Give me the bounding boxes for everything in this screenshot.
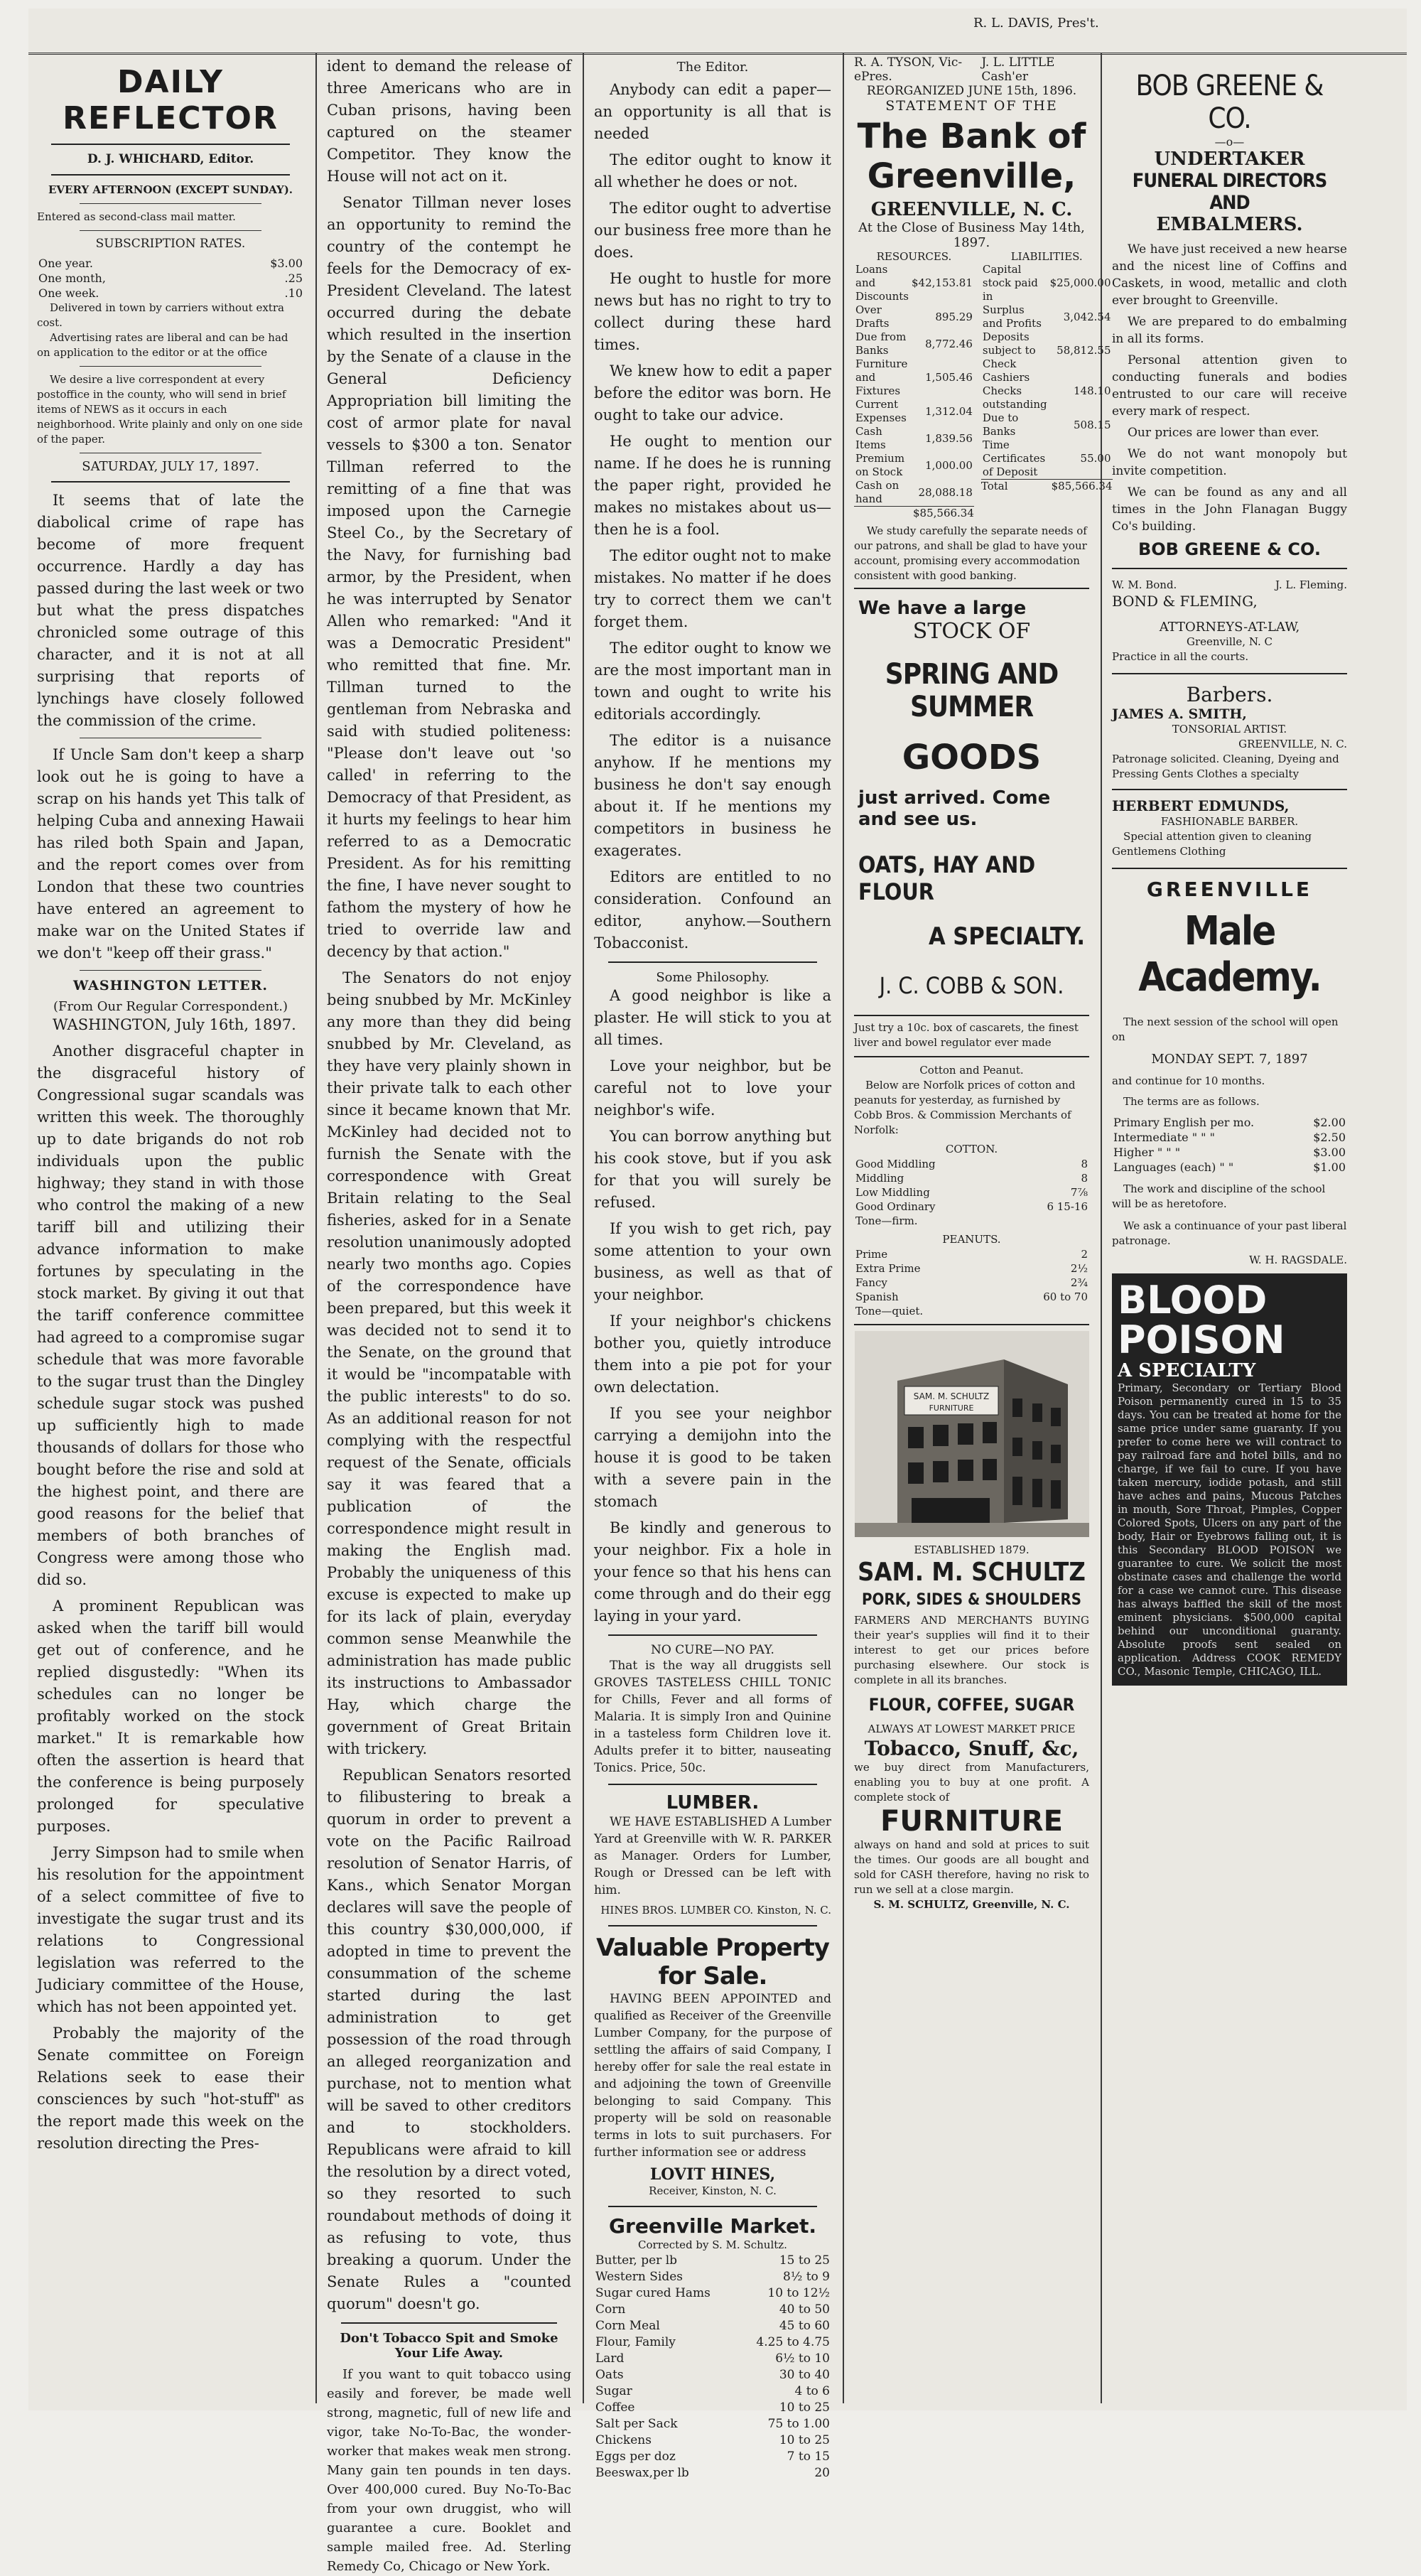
academy-terms: The terms are as follows. xyxy=(1123,1095,1260,1108)
resource-row: Loans and Discounts $42,153.81 xyxy=(855,263,973,303)
bank-city: GREENVILLE, N. C. xyxy=(870,199,1073,220)
schultz-established: ESTABLISHED 1879. xyxy=(914,1543,1030,1556)
bank-close-date: At the Close of Business May 14th, 1897. xyxy=(858,220,1085,250)
edmunds-name: HERBERT EDMUNDS, xyxy=(1112,797,1290,814)
cobb-ad xyxy=(854,593,1089,1011)
market-row: Lard 6½ to 10 xyxy=(595,2351,830,2366)
schultz-body: FARMERS AND MERCHANTS BUYING their year's supplies will find it to their interest to get our prices before purchasing elsewhere. Our stock is complete in all its branches. xyxy=(854,1614,1089,1686)
greene-signature: BOB GREENE & CO. xyxy=(1138,539,1322,559)
market-row: Sugar cured Hams 10 to 12½ xyxy=(595,2286,830,2300)
market-row: Coffee 10 to 25 xyxy=(595,2400,830,2415)
editor-paragraph: Anybody can edit a paper—an opportunity is all that is needed xyxy=(594,81,831,142)
cobb-line: SPRING AND SUMMER xyxy=(885,658,1059,723)
cotton-row: Good Middling 8 xyxy=(855,1158,1088,1170)
editor-paragraph: Editors are entitled to no consideration. Confound an editor, anyhow.—Southern Tobacconist. xyxy=(594,868,831,952)
article-paragraph: Republican Senators resorted to filibustering to break a quorum in order to prevent a vote on the Pacific Railroad resolution of Senator Harris, of Kans., which Senator Morgan declares will save the people of this country $30,000,000, if adopted in time to prevent the consummation of the scheme started during the last administration to get possession of the road through an alleged reorganization and purchase, not to mention what will be saved to other creditors and to stockholders. Republicans were afraid to kill the resolution by a direct voted, so they resorted to such roundabout methods of doing it as refusing to vote, thus breaking a quorum. Under the Senate Rules a "counted quorum" doesn't go. xyxy=(327,1767,571,2312)
column-rule xyxy=(583,53,584,2403)
market-row: Chickens 10 to 25 xyxy=(595,2433,830,2447)
issue-date: SATURDAY, JULY 17, 1897. xyxy=(82,459,259,474)
article-paragraph: Probably the majority of the Senate committee on Foreign Relations seek to ease their consciences by such "hot-stuff" as the report made this week on the resolution directing the Pres- xyxy=(37,2025,304,2152)
bank-president: R. L. DAVIS, Pres't. xyxy=(973,16,1099,31)
edmunds-body: Special attention given to cleaning Gentlemens Clothing xyxy=(1112,830,1312,858)
greene-paragraph: We can be found as any and all times in the John Flanagan Buggy Co's building. xyxy=(1112,485,1347,534)
divider xyxy=(854,1056,1089,1057)
bank-name: The Bank of Greenville, xyxy=(857,117,1086,196)
cascarets-ad: Just try a 10c. box of cascarets, the finest liver and bowel regulator ever made xyxy=(854,1021,1079,1049)
peanut-row: Fancy 2¾ xyxy=(855,1276,1088,1289)
schultz-furniture: FURNITURE xyxy=(880,1805,1063,1838)
divider xyxy=(1112,568,1347,569)
liabilities-total-label: Total xyxy=(980,480,1008,492)
schultz-body-3: always on hand and sold at prices to suit the times. Our goods are all bought and sold for CASH therefore, having no risk to run we sell at a close margin. xyxy=(854,1838,1089,1896)
divider xyxy=(1112,673,1347,674)
column-rule xyxy=(315,53,317,2403)
divider xyxy=(51,144,290,145)
greene-paragraph: Personal attention given to conducting funerals and bodies entrusted to our care will receive every mark of respect. xyxy=(1112,353,1347,419)
divider xyxy=(51,174,290,176)
rate-row: One year. $3.00 xyxy=(38,257,303,270)
greene-paragraph: We have just received a new hearse and the nicest line of Coffins and Caskets, in wood, metallic and cloth ever brought to Greenville. xyxy=(1112,242,1347,308)
divider xyxy=(80,230,261,231)
market-sub: Corrected by S. M. Schultz. xyxy=(638,2238,787,2251)
building-sign-furniture: FURNITURE xyxy=(929,1403,973,1413)
column-3 xyxy=(585,55,840,2480)
academy-title: Male Academy. xyxy=(1138,908,1321,1001)
cotton-row: Tone—firm. xyxy=(855,1214,918,1227)
lumber-body: WE HAVE ESTABLISHED A Lumber Yard at Greenville with W. R. PARKER as Manager. Orders for Lumber, Rough or Dressed can be left with him. xyxy=(594,1815,831,1897)
lawyer-name: W. M. Bond. xyxy=(1112,578,1177,591)
academy-rates xyxy=(1112,1115,1347,1175)
philosophy-paragraph: If you wish to get rich, pay some attention to your own business, as well as that of your neighbor. xyxy=(594,1220,831,1303)
barbers-title: Barbers. xyxy=(1186,683,1273,706)
property-title: Valuable Property for Sale. xyxy=(596,1934,829,1990)
cobb-line: GOODS xyxy=(902,738,1042,777)
bank-ledger xyxy=(854,250,1113,519)
liabilities-total: $85,566.34 xyxy=(1051,480,1113,492)
advertising-note: Advertising rates are liberal and can be had on application to the editor or at the office xyxy=(37,331,288,359)
divider xyxy=(51,481,290,483)
article-paragraph: Another disgraceful chapter in the disgraceful history of Congressional sugar scandals was written this week. The thoroughly up to date brigands do not rob individuals upon the public highway; they stand in with those who control the making of a new tariff bill and utilizing their advance information to make fortunes by speculating in the stock market. By giving it out that the tariff conference committee had agreed to a compromise sugar schedule that was more favorable to the sugar trust than the Dingley schedule sugar stock was pushed up sufficiently high to made thousands of dollars for those who bought before the rise and sold at the highest point, and there are good reasons for the belief that members of both branches of Congress were among those who did so. xyxy=(37,1042,304,1588)
editor-line: D. J. WHICHARD, Editor. xyxy=(87,152,254,166)
property-body: HAVING BEEN APPOINTED and qualified as Receiver of the Greenville Lumber Company, for the purpose of settling the affairs of said Company, I hereby offer for sale the real estate in and adjoining the town of Greenville belonging to said Company. This property will be sold on reasonable terms in lots to suit purchasers. For further information see or address xyxy=(594,1992,831,2160)
washington-letter-title: WASHINGTON LETTER. xyxy=(72,978,269,993)
resource-row: Current Expenses 1,312.04 xyxy=(855,398,973,424)
resource-row: Furniture and Fixtures 1,505.46 xyxy=(855,357,973,397)
divider xyxy=(1112,789,1347,790)
academy-rate-row: Primary English per mo. $2.00 xyxy=(1113,1116,1346,1129)
edmunds-sub: FASHIONABLE BARBER. xyxy=(1160,815,1299,828)
bank-vice-president: R. A. TYSON, Vic-ePres. xyxy=(854,55,963,84)
resource-row: Due from Banks 8,772.46 xyxy=(855,330,973,357)
schultz-always: ALWAYS AT LOWEST MARKET PRICE xyxy=(868,1723,1076,1735)
divider xyxy=(608,1925,817,1926)
schultz-signature: S. M. SCHULTZ, Greenville, N. C. xyxy=(873,1898,1070,1911)
divider xyxy=(80,203,261,204)
building-sign-name: SAM. M. SCHULTZ xyxy=(913,1391,989,1401)
article-paragraph: ident to demand the release of three Americans who are in Cuban prisons, having been captured on the steamer Competitor. They know the House will not act on it. xyxy=(327,58,571,185)
no-cure-title: NO CURE—NO PAY. xyxy=(651,1643,774,1657)
market-row: Flour, Family 4.25 to 4.75 xyxy=(595,2335,830,2349)
article-paragraph: The Senators do not enjoy being snubbed by Mr. McKinley any more than they did being snubbed by Mr. Cleveland, as they have very plainly shown in their private talk to each other since it became known that Mr. McKinley had decided not to furnish the Senate with the correspondence with Great Britain relating to the Seal fisheries, asked for in a Senate resolution unanimously adopted nearly two months ago. Copies of the correspondence have been prepared, but this week it was decided not to send it to the Senate, on the ground that it would be "incompatable with the public interests" to do so. As an additional reason for not complying with the respectful request of the Senate, officials say it was feared that a publication of the correspondence might result in making the English mad. Probably the uniqueness of this excuse is expected to make up for its lack of plain, everyday common sense Meanwhile the administration has made public its instructions to Ambassador Hay, which charge the government of Great Britain with trickery. xyxy=(327,969,571,1757)
entered-line: Entered as second-class mail matter. xyxy=(37,210,236,223)
greene-paragraph: We do not want monopoly but invite competition. xyxy=(1112,447,1347,478)
bank-statement xyxy=(854,98,1113,583)
resource-row: Cash on hand 28,088.18 xyxy=(855,479,973,505)
greene-embalmers: EMBALMERS. xyxy=(1156,214,1303,235)
peanut-row: Spanish 60 to 70 xyxy=(855,1290,1088,1303)
editor-paragraph: He ought to hustle for more news but has no right to try to collect during these hard times. xyxy=(594,270,831,353)
market-row: Salt per Sack 75 to 1.00 xyxy=(595,2417,830,2431)
divider xyxy=(608,2206,817,2207)
poison-specialty: A SPECIALTY xyxy=(1118,1360,1256,1381)
peanut-row: Tone—quiet. xyxy=(855,1305,924,1317)
market-table xyxy=(594,2253,831,2481)
barber-city: GREENVILLE, N. C. xyxy=(1238,738,1347,750)
schultz-tobacco: Tobacco, Snuff, &c, xyxy=(864,1737,1079,1760)
article-paragraph: Jerry Simpson had to smile when his resolution for the appointment of a select committee of five to investigate the sugar trust and its relations to Congressional legislation was referred to the Judiciary committee of the House, which has not been appointed yet. xyxy=(37,1844,304,2015)
liability-row: Surplus and Profits 3,042.54 xyxy=(982,303,1111,330)
cobb-line: OATS, HAY AND FLOUR xyxy=(858,851,1036,905)
column-2 xyxy=(318,55,580,2574)
peanut-table xyxy=(854,1247,1089,1318)
academy-signature: W. H. RAGSDALE. xyxy=(1249,1254,1347,1266)
philosophy-paragraph: Be kindly and generous to your neighbor. Fix a hole in your fence so that his hens can come through and do their egg laying in your yard. xyxy=(594,1519,831,1624)
barber-sub: TONSORIAL ARTIST. xyxy=(1172,723,1287,735)
peanut-title: PEANUTS. xyxy=(942,1233,1001,1246)
masthead-title: DAILY REFLECTOR xyxy=(63,64,279,136)
resources-table xyxy=(854,263,974,506)
bank-statement-label: STATEMENT OF THE xyxy=(885,98,1058,114)
market-row: Butter, per lb 15 to 25 xyxy=(595,2253,830,2268)
lawyer-name: J. L. Fleming. xyxy=(1275,578,1347,591)
philosophy-paragraph: A good neighbor is like a plaster. He will stick to you at all times. xyxy=(594,987,831,1048)
cobb-line: J. C. COBB & SON. xyxy=(879,972,1064,999)
market-row: Corn 40 to 50 xyxy=(595,2302,830,2317)
schultz-flour-line: FLOUR, COFFEE, SUGAR xyxy=(868,1695,1075,1715)
bank-note: We study carefully the separate needs of our patrons, and shall be glad to have your account, promising every accommodation consistent with good banking. xyxy=(854,524,1087,582)
delivered-note: Delivered in town by carriers without extra cost. xyxy=(37,301,284,329)
academy-paragraph: The next session of the school will open on xyxy=(1112,1015,1339,1043)
academy-rate-row: Intermediate " " " $2.50 xyxy=(1113,1131,1346,1144)
greene-paragraph: Our prices are lower than ever. xyxy=(1128,426,1319,440)
editor-paragraph: The editor ought to know we are the most important man in town and ought to write his editorials accordingly. xyxy=(594,640,831,723)
cotton-row: Good Ordinary 6 15-16 xyxy=(855,1200,1088,1213)
academy-line: GREENVILLE xyxy=(1146,878,1313,901)
resource-row: Cash Items 1,839.56 xyxy=(855,425,973,451)
tobacco-ad-body: If you want to quit tobacco using easily and forever, be made well strong, magnetic, full of new life and vigor, take No-To-Bac, the wonder-worker that makes weak men strong. Many gain ten pounds in ten days. Over 400,000 cured. Buy No-To-Bac from your own druggist, who will guarantee a cure. Booklet and sample mailed free. Ad. Sterling Remedy Co, Chicago or New York. xyxy=(327,2367,571,2574)
liability-row: Capital stock paid in $25,000.00 xyxy=(982,263,1111,303)
subscription-title: SUBSCRIPTION RATES. xyxy=(95,237,246,251)
blood-poison-ad xyxy=(1112,1273,1347,1686)
subscription-rates xyxy=(37,256,304,301)
greene-paragraph: We are prepared to do embalming in all its forms. xyxy=(1112,315,1347,346)
newspaper-page xyxy=(28,9,1407,2574)
editor-piece-title: The Editor. xyxy=(676,60,749,75)
law-note: Practice in all the courts. xyxy=(1112,650,1249,663)
philosophy-paragraph: You can borrow anything but his cook stove, but if you ask for that you will surely be refused. xyxy=(594,1128,831,1211)
greene-undertaker: UNDERTAKER xyxy=(1154,149,1305,170)
editorial-paragraph: If Uncle Sam don't keep a sharp look out he is going to have a scrap on his hands yet This talk of helping Cuba and annexing Hawaii has riled both Spain and Japan, and the report comes over from London that these two countries have entered an agreement to make war on the United States if we don't "keep off their grass." xyxy=(37,746,304,961)
philosophy-title: Some Philosophy. xyxy=(656,970,769,985)
market-title: Greenville Market. xyxy=(609,2214,816,2238)
lumber-signature: HINES BROS. LUMBER CO. Kinston, N. C. xyxy=(600,1904,831,1917)
schultz-body-2: we buy direct from Manufacturers, enabling you to buy at one profit. A complete stock of xyxy=(854,1761,1089,1804)
greene-funeral: FUNERAL DIRECTORS AND xyxy=(1132,170,1327,214)
cobb-line: We have a large xyxy=(858,598,1027,619)
resources-title: RESOURCES. xyxy=(876,250,952,263)
philosophy-paragraph: If you see your neighbor carrying a demijohn into the house it is good to be taken with a severe pain in the stomach xyxy=(594,1405,831,1510)
peanut-row: Prime 2 xyxy=(855,1248,1088,1261)
divider xyxy=(608,1784,817,1785)
lumber-title: LUMBER. xyxy=(666,1792,760,1814)
divider xyxy=(608,961,817,963)
academy-rate-row: Languages (each) " " $1.00 xyxy=(1113,1160,1346,1174)
cotton-row: Middling 8 xyxy=(855,1172,1088,1185)
rate-row: One month, .25 xyxy=(38,271,303,285)
liability-row: Deposits subject to Check 58,812.55 xyxy=(982,330,1111,370)
philosophy-paragraph: Love your neighbor, but be careful not to love your neighbor's wife. xyxy=(594,1057,831,1119)
divider xyxy=(608,1634,817,1636)
property-signature: LOVIT HINES, xyxy=(649,2165,776,2184)
editor-paragraph: The editor is a nuisance anyhow. If he mentions my business he don't say enough about it. If he mentions my competitors in business he exagerates. xyxy=(594,732,831,859)
cotton-row: Low Middling 7⅞ xyxy=(855,1186,1088,1199)
bank-officers xyxy=(854,55,1089,84)
divider xyxy=(80,366,261,367)
liability-row: Cashiers Checks outstanding 148.10 xyxy=(982,371,1111,411)
no-cure-body: That is the way all druggists sell GROVES TASTELESS CHILL TONIC for Chills, Fever and all forms of Malaria. It is simply Iron and Quinine in a tasteless form Children love it. Adults prefer it to bitter, nauseating Tonics. Price, 50c. xyxy=(594,1659,831,1775)
market-report xyxy=(594,2214,831,2481)
reorganized-line: REORGANIZED JUNE 15th, 1896. xyxy=(866,84,1077,98)
issue-line: EVERY AFTERNOON (EXCEPT SUNDAY). xyxy=(48,183,293,196)
market-row: Corn Meal 45 to 60 xyxy=(595,2319,830,2333)
divider xyxy=(80,970,261,971)
divider xyxy=(854,1324,1089,1325)
cobb-line: just arrived. Come and see us. xyxy=(858,787,1051,830)
barber-body: Patronage solicited. Cleaning, Dyeing and Pressing Gents Clothes a specialty xyxy=(1112,753,1339,780)
market-row: Sugar 4 to 6 xyxy=(595,2384,830,2398)
liability-row: Time Certificates of Deposit 55.00 xyxy=(982,438,1111,478)
law-firm: BOND & FLEMING, xyxy=(1112,593,1258,610)
liabilities-title: LIABILITIES. xyxy=(1010,250,1083,263)
resource-row: Premium on Stock 1,000.00 xyxy=(855,452,973,478)
academy-paragraph: We ask a continuance of your past liberal patronage. xyxy=(1112,1219,1347,1247)
cotton-peanut-title: Cotton and Peanut. xyxy=(919,1064,1024,1077)
schultz-building-illustration xyxy=(855,1331,1089,1537)
philosophy-paragraph: If your neighbor's chickens bother you, quietly introduce them into a pie pot for your own delectation. xyxy=(594,1313,831,1396)
editorial-paragraph: It seems that of late the diabolical crime of rape has become of more frequent occurrence. Hardly a day has passed during the last week or two but what the press dispatches chronicled some outrage of this character, and it is not at all surprising that reports of lynchings have closely followed the commission of the crime. xyxy=(37,492,304,729)
market-row: Western Sides 8½ to 9 xyxy=(595,2270,830,2284)
cobb-line: A SPECIALTY. xyxy=(928,922,1085,951)
correspondent-note: We desire a live correspondent at every postoffice in the county, who will send in brief items of NEWS as it occurs in each neighborhood. Write plainly and only on one side of the paper. xyxy=(37,373,303,446)
divider xyxy=(854,1015,1089,1016)
liabilities-table xyxy=(981,263,1113,479)
article-paragraph: A prominent Republican was asked when the tariff bill would get out of conference, and he replied disgustedly: "When its schedules can no longer be profitably worked on the stock market." It is remarkable how often the assertion is heard that the conference is being purposely prolonged for speculative purposes. xyxy=(37,1597,304,1835)
divider xyxy=(1112,868,1347,869)
law-title: ATTORNEYS-AT-LAW, xyxy=(1159,620,1300,635)
divider xyxy=(854,588,1089,589)
peanut-row: Extra Prime 2½ xyxy=(855,1262,1088,1275)
market-row: Oats 30 to 40 xyxy=(595,2368,830,2382)
top-band xyxy=(28,9,1407,55)
resources-total: $85,566.34 xyxy=(854,506,974,519)
article-paragraph: Senator Tillman never loses an opportunity to remind the country of the contempt he feels for the Democracy of ex-President Cleveland. The latest occurred during the debate which resulted in the insertion by the Senate of a clause in the General Deficiency Appropriation bill limiting the cost of armor plate for naval vessels to $300 a ton. Senator Tillman referred to the remitting of a fine that was imposed upon the Carnegie Steel Co., by the Secretary of the Navy, for furnishing bad armor, by the President, when he was interrupted by Senator Allen who remarked: "And it was a Democratic President" who remitted that fine. Mr. Tillman turned to the gentleman from Nebraska and said with studied politeness: "Please don't leave out 'so called' in referring to the Democracy of that President, as it hurts my feelings to hear him referred to as a Democratic President. As for his remitting the fine, I have never sought to fathom the mystery of how he tried to override law and decency by that action." xyxy=(327,194,571,960)
editor-paragraph: The editor ought to advertise our business free more than he does. xyxy=(594,200,831,261)
greene-title: BOB GREENE & CO. xyxy=(1135,70,1324,135)
column-4 xyxy=(845,55,1113,2403)
editor-paragraph: The editor ought not to make mistakes. No matter if he does try to correct them we can't forget them. xyxy=(594,547,831,630)
academy-rate-row: Higher " " " $3.00 xyxy=(1113,1146,1346,1159)
poison-body: Primary, Secondary or Tertiary Blood Poison permanently cured in 15 to 35 days. You can be treated at home for the same price under same guaranty. If you prefer to come here we will contract to pay railroad fare and hotel bills, and no charge, if we fail to cure. If you have taken mercury, iodide potash, and still have aches and pains, Mucous Patches in mouth, Sore Throat, Pimples, Copper Colored Spots, Ulcers on any part of the body, Hair or Eyebrows falling out, it is this Secondary BLOOD POISON we guarantee to cure. We solicit the most obstinate cases and challenge the world for a case we cannot cure. This disease has always baffled the skill of the most eminent physicians. $500,000 capital behind our unconditional guaranty. Absolute proofs sent sealed on application. Address COOK REMEDY CO., Masonic Temple, CHICAGO, ILL. xyxy=(1118,1381,1341,1678)
column-1 xyxy=(28,55,313,2403)
resource-row: Over Drafts 895.29 xyxy=(855,303,973,330)
washington-letter-sub: (From Our Regular Correspondent.) xyxy=(53,999,288,1014)
liability-row: Due to Banks 508.15 xyxy=(982,411,1111,438)
column-5: BOB GREENE & CO. —o— UNDERTAKER FUNERAL DIRECTORS AND EMBALMERS. We have just received a new hearse and the nicest line of Coffins and Caskets, in wood, metallic and cloth ever brought to Greenville. We are prepared to do embalming in all its forms. Personal attention given to conducting funerals and bodies entrusted to our care will receive every mark of respect. Our prices are lower than ever. We do not want monopoly but invite competition. We can be found as any and all times in the John Flanagan Buggy Co's building. BOB GREENE & CO. W. M. Bond. J. L. Fleming. BOND & FLEMING, ATTORNEYS-AT-LAW, Greenville, N. C Practice in all the courts. Barbers. JAMES A. SMITH, TONSORIAL ARTIST. GREENVILLE, N. C. Patronage solicited. Cleaning, Dyeing and Pressing Gents Clothes a specialty HERBERT EDMUNDS, FASHIONABLE BARBER. Special attention given to cleaning Gentlemens Clothing GREENVILLE Male Academy. The next session of the school will open on MONDAY SEPT. 7, 1897 and continue for 10 months. The terms are as follows. Primary English per mo. $2.00 Intermediate " " " $2.50 Higher " " " $3.00 Languages (each) " " $1.00 The work and discipline of the school will be as heretofore. We ask a continuance of your past liberal patronage. W. H. RAGSDALE. BLOOD POISON A SPECIALTY Primary, Secondary or Tertiary Blood Poison permanently cured in 15 to 35 days. You can be treated at home for the same price under same guaranty. If you prefer to come here we will contract to pay railroad fare and hotel bills, and no charge, if we fail to cure. If you have taken mercury, iodide potash, and still have aches and pains, Mucous Patches in mouth, Sore Throat, Pimples, Copper Colored Spots, Ulcers on any part of the body, Hair or Eyebrows falling out, it is this Secondary BLOOD POISON we guarantee to cure. We solicit the most obstinate cases and challenge the world for a case we cannot cure. This disease has always baffled the skill of the most eminent physicians. $500,000 capital behind our unconditional guaranty. Absolute proofs sent sealed on application. Address COOK REMEDY CO., Masonic Temple, CHICAGO, ILL. xyxy=(1103,55,1356,2403)
editor-paragraph: We knew how to edit a paper before the editor was born. He ought to take our advice. xyxy=(594,362,831,424)
cobb-line: STOCK OF xyxy=(912,619,1031,644)
washington-letter-date: WASHINGTON, July 16th, 1897. xyxy=(53,1016,296,1033)
market-row: Eggs per doz 7 to 15 xyxy=(595,2450,830,2464)
barber-name: JAMES A. SMITH, xyxy=(1112,706,1247,722)
academy-paragraph: and continue for 10 months. xyxy=(1112,1074,1265,1087)
schultz-pork-line: PORK, SIDES & SHOULDERS xyxy=(862,1591,1081,1609)
poison-title: BLOOD POISON xyxy=(1118,1278,1285,1362)
academy-date: MONDAY SEPT. 7, 1897 xyxy=(1151,1052,1308,1067)
cotton-title: COTTON. xyxy=(945,1143,998,1155)
academy-paragraph: The work and discipline of the school will be as heretofore. xyxy=(1112,1182,1326,1210)
cotton-peanut-body: Below are Norfolk prices of cotton and peanuts for yesterday, as furnished by Cobb Bros. & Commission Merchants of Norfolk: xyxy=(854,1079,1076,1136)
rate-row: One week. .10 xyxy=(38,286,303,300)
schultz-name: SAM. M. SCHULTZ xyxy=(858,1558,1086,1587)
market-row: Beeswax,per lb 20 xyxy=(595,2466,830,2480)
tobacco-ad-title: Don't Tobacco Spit and Smoke Your Life Away. xyxy=(340,2331,558,2361)
property-signature-2: Receiver, Kinston, N. C. xyxy=(649,2184,777,2197)
editor-paragraph: He ought to mention our name. If he does he is running the paper right, provided he makes no mistakes about us—then he is a fool. xyxy=(594,433,831,538)
cotton-table xyxy=(854,1157,1089,1228)
column-rule xyxy=(843,53,844,2403)
divider xyxy=(341,2322,557,2324)
law-city: Greenville, N. C xyxy=(1186,635,1273,648)
bank-cashier: J. L. LITTLE Cash'er xyxy=(981,55,1055,84)
editor-paragraph: The editor ought to know it all whether he does or not. xyxy=(594,151,831,190)
